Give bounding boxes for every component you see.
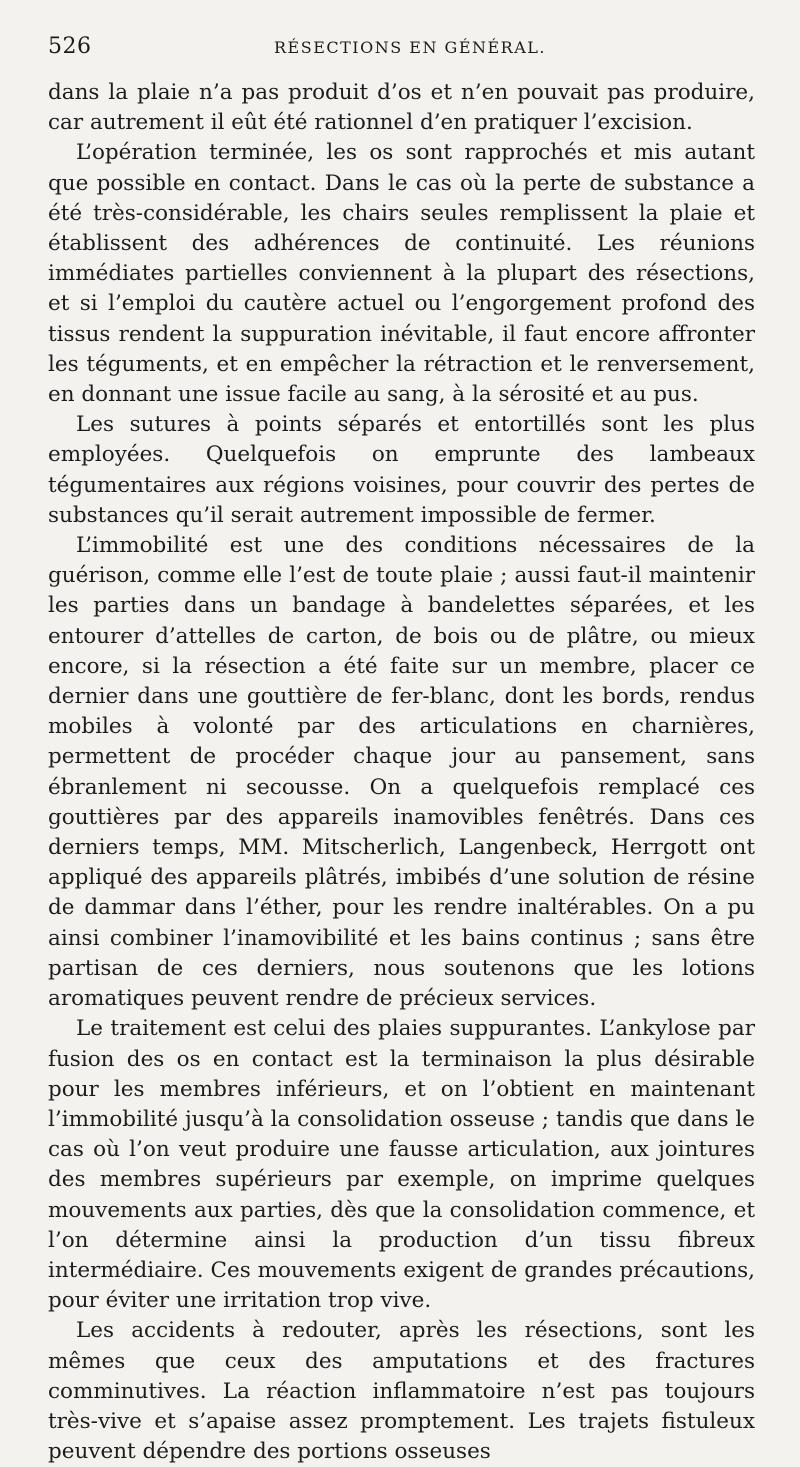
body-text	[48, 78, 755, 1467]
paragraph-operation-terminee: L’opération terminée, les os sont rapprochés et mis autant que possible en contact. Dans le cas où la perte de substance a été très-considérable, les chairs seules remplissent la plaie et établissent des adhérences de continuité. Les réunions immédiates partielles conviennent à la plupart des résections, et si l’emploi du cautère actuel ou l’engorgement profond des tissus rendent la suppuration inévitable, il faut encore affronter les téguments, et en empêcher la rétraction et le renversement, en donnant une issue facile au sang, à la sérosité et au pus.	[48, 140, 755, 408]
paragraph-accidents: Les accidents à redouter, après les résections, sont les mêmes que ceux des amputations et des fractures comminutives. La réaction inflammatoire n’est pas toujours très-vive et s’apaise assez promptement. Les trajets fistuleux peuvent dépendre des portions osseuses	[48, 1318, 755, 1465]
paragraph-sutures: Les sutures à points séparés et entortillés sont les plus employées. Quelquefois on emprunte des lambeaux tégumentaires aux régions voisines, pour couvrir des pertes de substances qu’il serait autrement impossible de fermer.	[48, 412, 755, 528]
page-number: 526	[48, 34, 92, 59]
paragraph-immobilite: L’immobilité est une des conditions nécessaires de la guérison, comme elle l’est de toute plaie ; aussi faut-il maintenir les parties dans un bandage à bandelettes séparées, et les entourer d’attelles de carton, de bois ou de plâtre, ou mieux encore, si la résection a été faite sur un membre, placer ce dernier dans une gouttière de fer-blanc, dont les bords, rendus mobiles à volonté par des articulations en charnières, permettent de procéder chaque jour au pansement, sans ébranlement ni secousse. On a quelquefois remplacé ces gouttières par des appareils inamovibles fenêtrés. Dans ces derniers temps, MM. Mitscherlich, Langenbeck, Herrgott ont appliqué des appareils plâtrés, imbibés d’une solution de résine de dammar dans l’éther, pour les rendre inaltérables. On a pu ainsi combiner l’inamovibilité et les bains continus ; sans être partisan de ces derniers, nous soutenons que les lotions aromatiques peuvent rendre de précieux services.	[48, 533, 755, 1012]
paragraph-continuation: dans la plaie n’a pas produit d’os et n’en pouvait pas produire, car autrement il eût été rationnel d’en pratiquer l’excision.	[48, 80, 755, 136]
paragraph-traitement: Le traitement est celui des plaies suppurantes. L’ankylose par fusion des os en contact est la terminaison la plus désirable pour les membres inférieurs, et on l’obtient en maintenant l’immobilité jusqu’à la consolidation osseuse ; tandis que dans le cas où l’on veut produire une fausse articulation, aux jointures des membres supérieurs par exemple, on imprime quelques mouvements aux parties, dès que la consolidation commence, et l’on détermine ainsi la production d’un tissu fibreux intermédiaire. Ces mouvements exigent de grandes précautions, pour éviter une irritation trop vive.	[48, 1016, 755, 1314]
running-title: RÉSECTIONS EN GÉNÉRAL.	[274, 38, 546, 57]
page-header	[48, 0, 755, 78]
